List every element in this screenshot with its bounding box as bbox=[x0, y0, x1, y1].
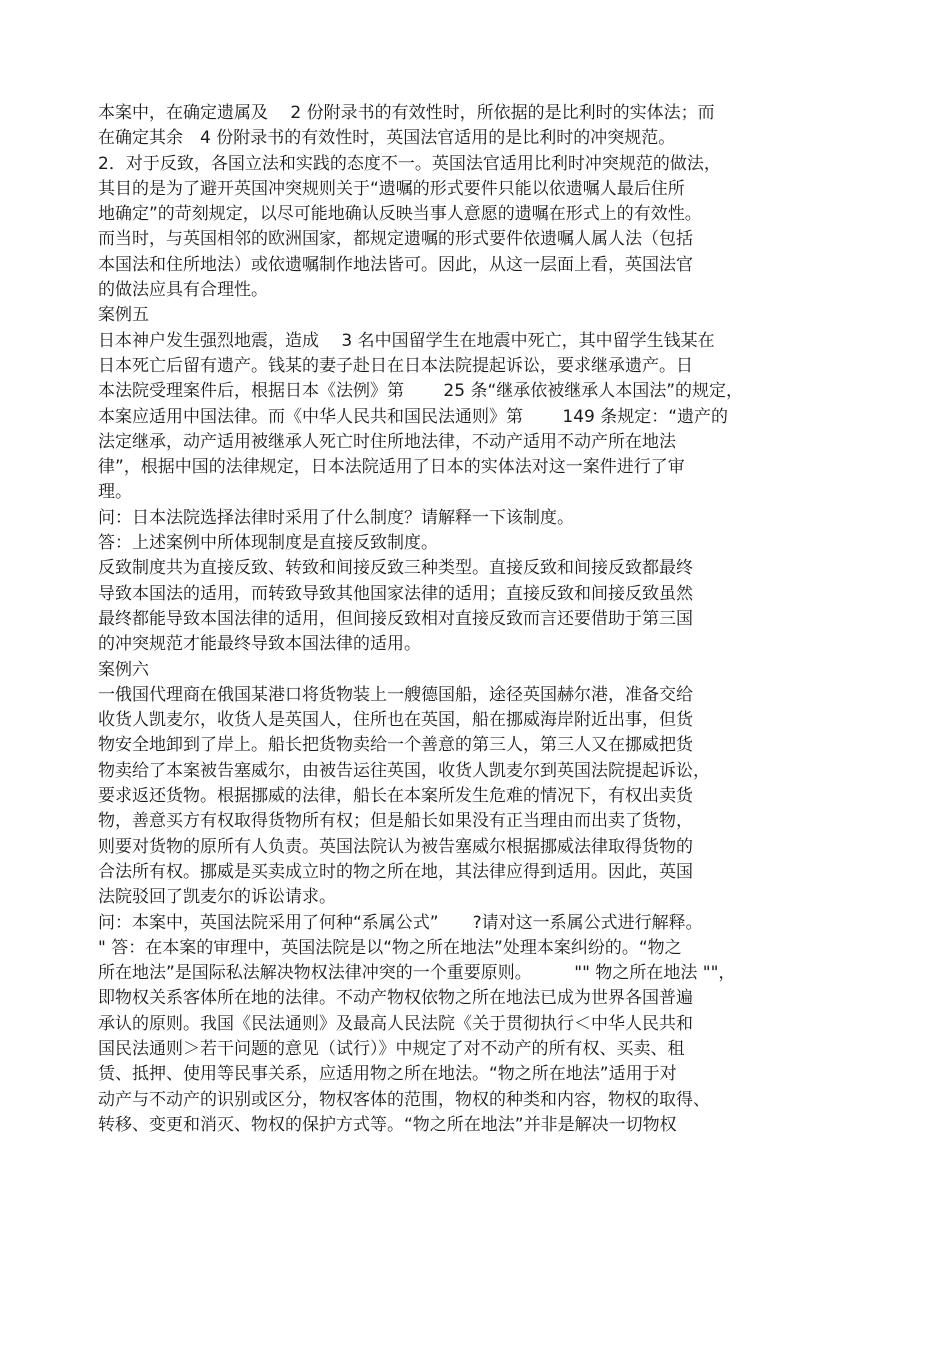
section-heading-case-5: 案例五 bbox=[98, 305, 149, 326]
text-line: 所在地法”是国际私法解决物权法律冲突的一个重要原则。 "" 物之所在地法 ""， bbox=[98, 963, 736, 984]
text-line: 其目的是为了避开英国冲突规则关于“遗嘱的形式要件只能以依遗嘱人最后住所 bbox=[98, 178, 685, 199]
text-line: 要求返还货物。根据挪威的法律，船长在本案所发生危难的情况下，有权出卖货 bbox=[98, 786, 693, 807]
text-line: 物卖给了本案被告塞威尔，由被告运往英国，收货人凯麦尔到英国法院提起诉讼， bbox=[98, 760, 710, 781]
text-line: 物安全地卸到了岸上。船长把货物卖给一个善意的第三人，第三人又在挪威把货 bbox=[98, 735, 693, 756]
text-line: 本法院受理案件后，根据日本《法例》第 25 条“继承依被继承人本国法”的规定， bbox=[98, 381, 744, 402]
text-line: 赁、抵押、使用等民事关系，应适用物之所在地法。“物之所在地法”适用于对 bbox=[98, 1064, 677, 1085]
text-line: 的做法应具有合理性。 bbox=[98, 280, 268, 301]
question-line: 问：日本法院选择法律时采用了什么制度？请解释一下该制度。 bbox=[98, 507, 574, 528]
text-line: 本案应适用中国法律。而《中华人民共和国民法通则》第 149 条规定：“遗产的 bbox=[98, 406, 729, 427]
document-body bbox=[98, 101, 838, 1138]
text-line: 最终都能导致本国法律的适用，但间接反致相对直接反致而言还要借助于第三国 bbox=[98, 608, 693, 629]
text-line: 地确定”的苛刻规定，以尽可能地确认反映当事人意愿的遗嘱在形式上的有效性。 bbox=[98, 204, 702, 225]
text-line: 理。 bbox=[98, 482, 132, 503]
text-line: 则要对货物的原所有人负责。英国法院认为被告塞威尔根据挪威法律取得货物的 bbox=[98, 836, 693, 857]
text-line: 转移、变更和消灭、物权的保护方式等。“物之所在地法”并非是解决一切物权 bbox=[98, 1114, 677, 1135]
text-line: 日本死亡后留有遗产。钱某的妻子赴日在日本法院提起诉讼，要求继承遗产。日 bbox=[98, 355, 693, 376]
text-line: 本国法和住所地法）或依遗嘱制作地法皆可。因此，从这一层面上看，英国法官 bbox=[98, 254, 693, 275]
text-line: 导致本国法的适用，而转致导致其他国家法律的适用；直接反致和间接反致虽然 bbox=[98, 583, 693, 604]
text-line: 收货人凯麦尔，收货人是英国人，住所也在英国，船在挪威海岸附近出事，但货 bbox=[98, 710, 693, 731]
text-line: 反致制度共为直接反致、转致和间接反致三种类型。直接反致和间接反致都最终 bbox=[98, 558, 693, 579]
text-line: 法院驳回了凯麦尔的诉讼请求。 bbox=[98, 887, 336, 908]
answer-line: 答：上述案例中所体现制度是直接反致制度。 bbox=[98, 533, 438, 554]
text-line: 一俄国代理商在俄国某港口将货物装上一艘德国船，途径英国赫尔港，准备交给 bbox=[98, 684, 693, 705]
text-line: 2．对于反致，各国立法和实践的态度不一。英国法官适用比利时冲突规范的做法， bbox=[98, 153, 721, 174]
answer-line: " 答：在本案的审理中，英国法院是以“物之所在地法”处理本案纠纷的。“物之 bbox=[98, 937, 682, 958]
text-line: 在确定其余 4 份附录书的有效性时，英国法官适用的是比利时的冲突规范。 bbox=[98, 128, 676, 149]
question-line: 问：本案中，英国法院采用了何种“系属公式” ?请对这一系属公式进行解释。 bbox=[98, 912, 703, 933]
text-line: 承认的原则。我国《民法通则》及最高人民法院《关于贯彻执行＜中华人民共和 bbox=[98, 1013, 693, 1034]
text-line: 本案中，在确定遗属及 2 份附录书的有效性时，所依据的是比利时的实体法；而 bbox=[98, 103, 715, 123]
text-line: 国民法通则＞若干问题的意见（试行）》中规定了对不动产的所有权、买卖、租 bbox=[98, 1038, 685, 1059]
text-line: 物，善意买方有权取得货物所有权；但是船长如果没有正当理由而出卖了货物， bbox=[98, 811, 693, 832]
text-line: 日本神户发生强烈地震，造成 3 名中国留学生在地震中死亡，其中留学生钱某在 bbox=[98, 330, 715, 351]
text-line: 合法所有权。挪威是买卖成立时的物之所在地，其法律应得到适用。因此，英国 bbox=[98, 861, 693, 882]
text-line: 而当时，与英国相邻的欧洲国家，都规定遗嘱的形式要件依遗嘱人属人法（包括 bbox=[98, 229, 693, 250]
text-line: 法定继承，动产适用被继承人死亡时住所地法律，不动产适用不动产所在地法 bbox=[98, 431, 676, 452]
text-line: 动产与不动产的识别或区分，物权客体的范围，物权的种类和内容，物权的取得、 bbox=[98, 1089, 710, 1110]
text-line: 律”，根据中国的法律规定，日本法院适用了日本的实体法对这一案件进行了审 bbox=[98, 457, 685, 478]
text-line: 即物权关系客体所在地的法律。不动产物权依物之所在地法已成为世界各国普遍 bbox=[98, 988, 693, 1009]
section-heading-case-6: 案例六 bbox=[98, 659, 149, 680]
text-line: 的冲突规范才能最终导致本国法律的适用。 bbox=[98, 634, 421, 655]
